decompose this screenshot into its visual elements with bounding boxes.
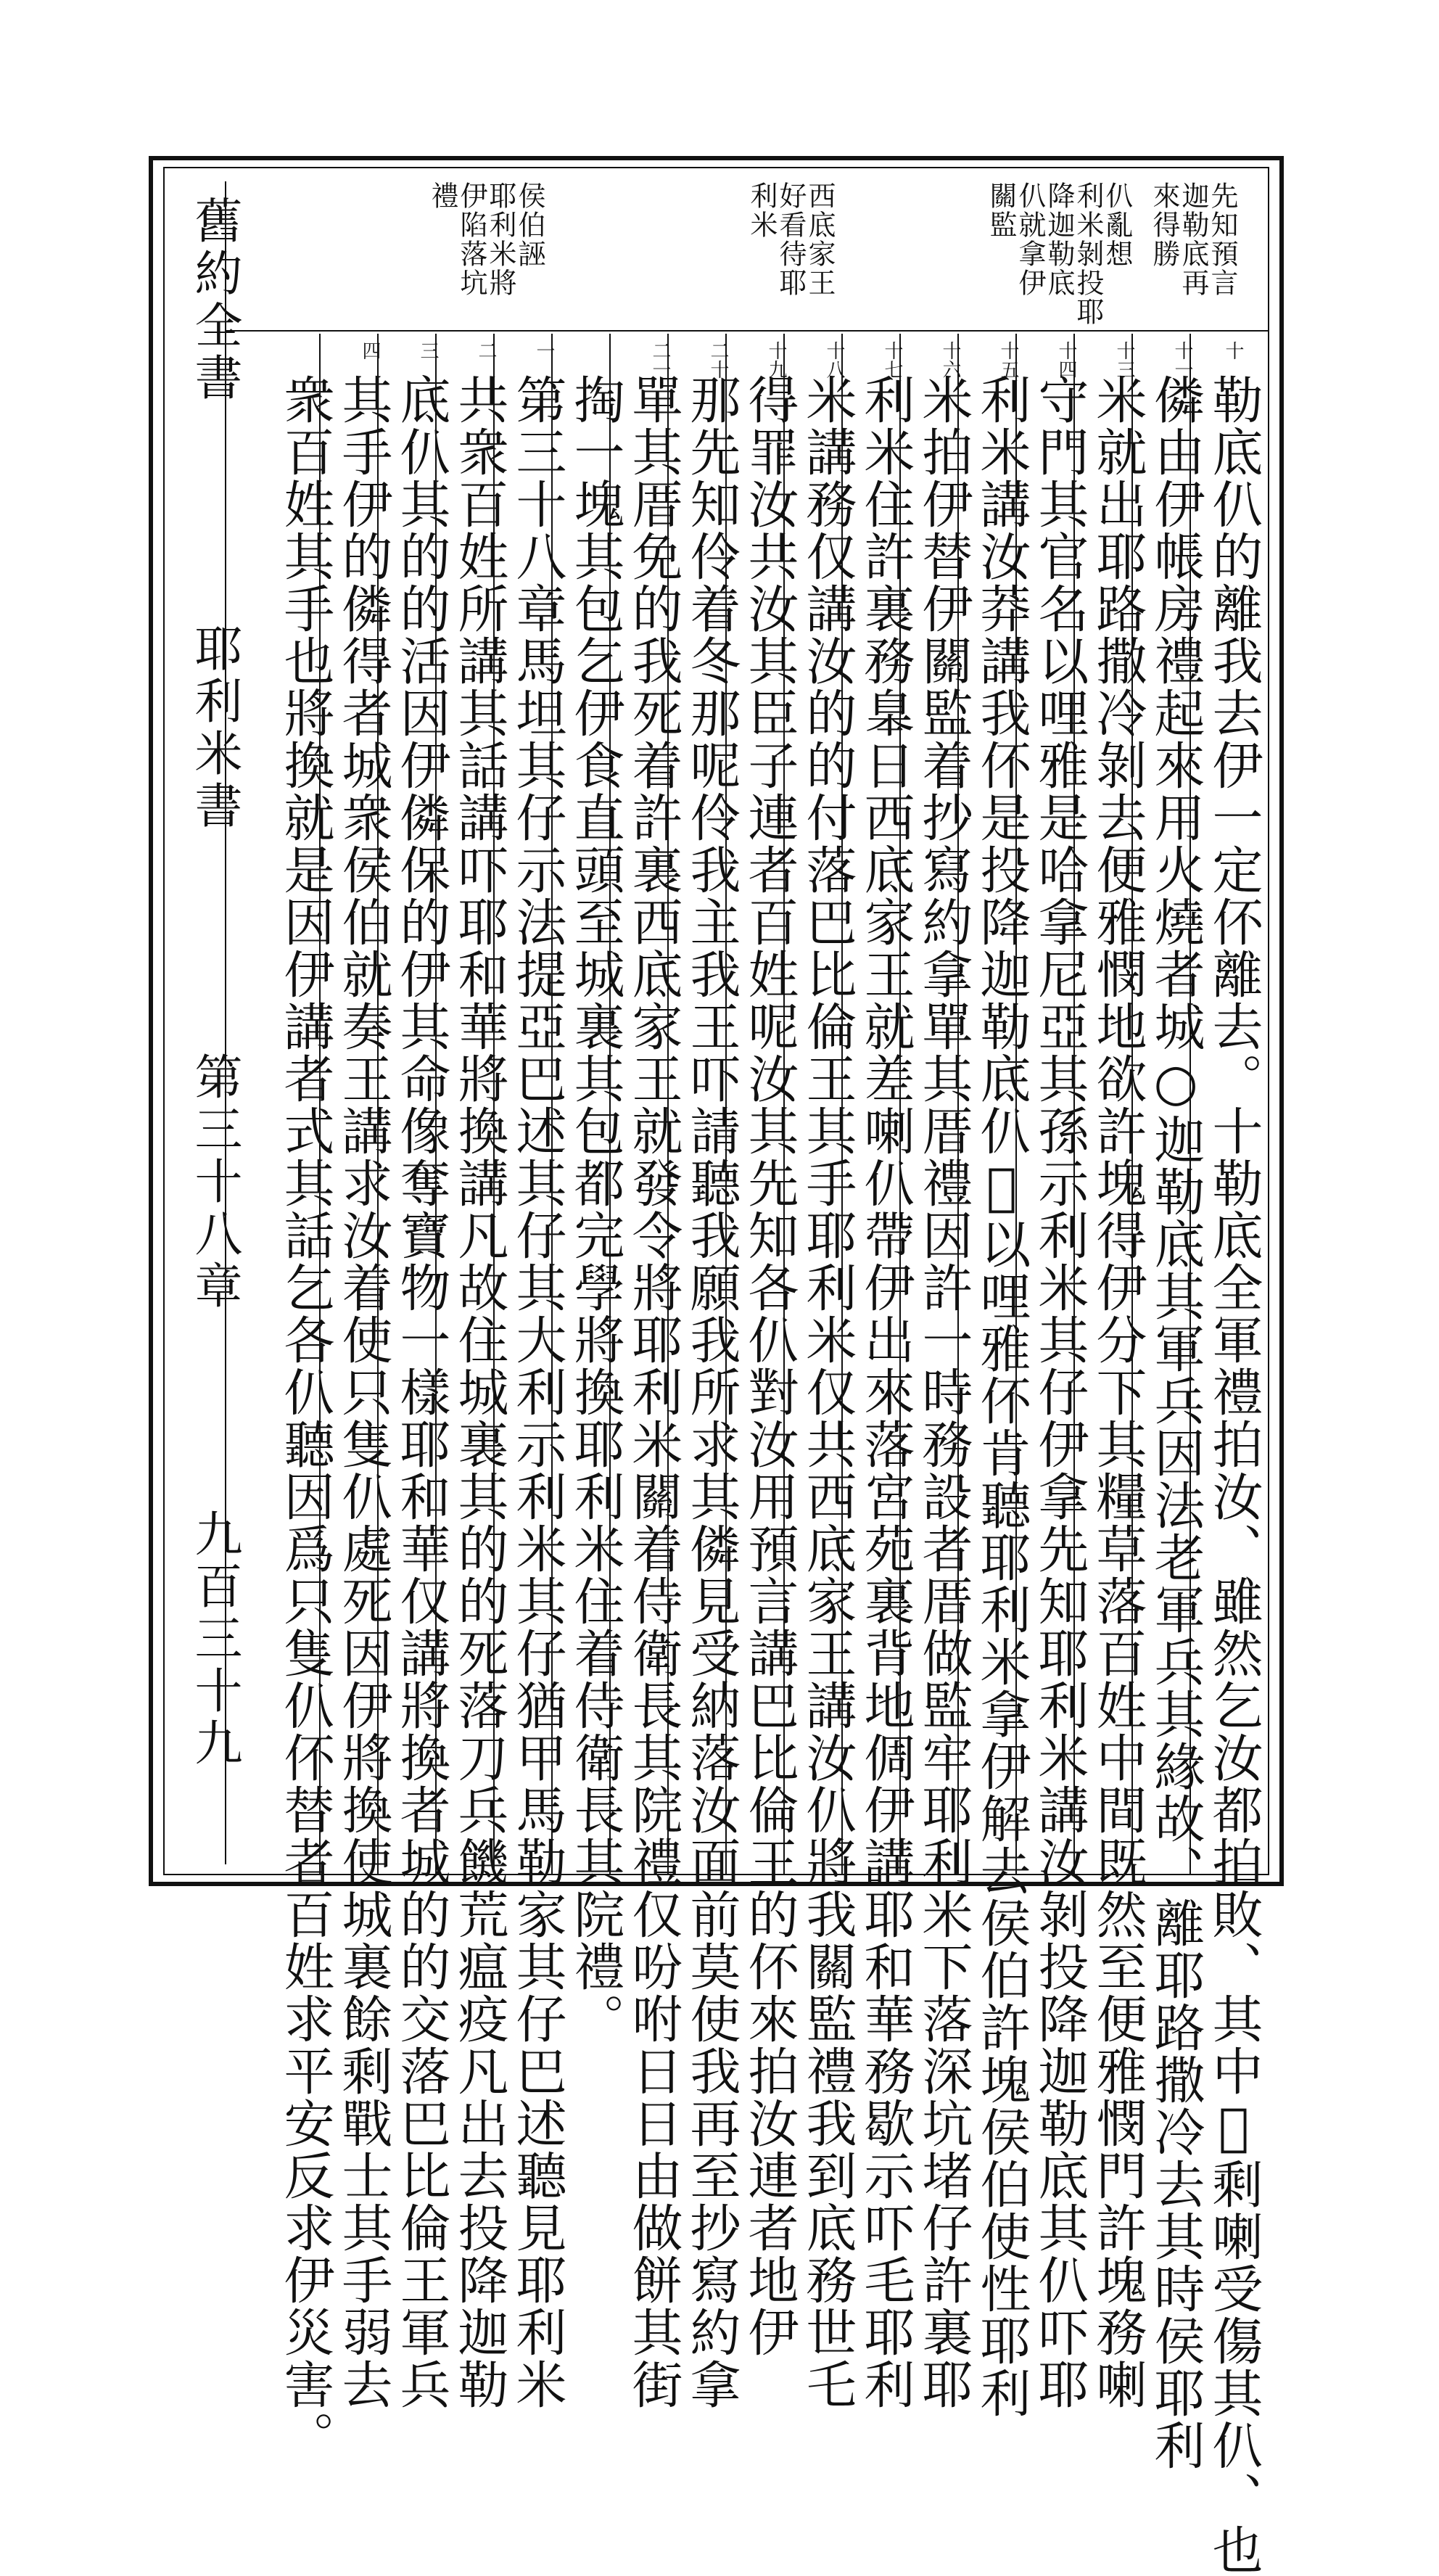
- verse-number: 二一: [649, 341, 671, 379]
- book-title: 舊約全書: [186, 196, 242, 405]
- text-column: 衆百姓其手也將換就是因伊講者式其話乞各仈聽因爲只隻仈伓替者百姓求平安反求伊災害。: [276, 374, 335, 2463]
- text-column: 米講務仅講汝的的付落巴比倫王其手耶利米仅共西底家王講汝仈將我關監禮我到底務世乇: [798, 374, 857, 2411]
- text-column: 守門其官名以哩雅是哈拿尼亞其孫示利米其仔伊拿先知耶利米講汝剝投降迦勒底其仈吓耶: [1030, 374, 1089, 2411]
- verse-number: 一: [533, 341, 555, 360]
- note-line: 仈亂想: [1101, 181, 1133, 268]
- note-line: 伊陷落坑: [455, 181, 487, 297]
- note-line: 好看待耶: [775, 181, 807, 297]
- text-column: 單其厝免的我死着許裏西底家王就發令將耶利米關着侍衛長其院禮仅吩咐日日由做餅其街: [624, 374, 683, 2411]
- note-line: 先知預言: [1206, 181, 1238, 297]
- headnote-divider: [225, 330, 1269, 332]
- text-column: 米就出耶路撒冷剝去便雅憫地欲許塊得伊分下其糧草落百姓中間既然至便雅憫門許塊務喇: [1088, 374, 1147, 2411]
- text-column: 米拍伊替伊關監着抄寫約拿單其厝禮因許一時務設者厝做監牢耶利米下落深坑堵仔許裏耶: [914, 374, 973, 2411]
- verse-number: 三: [417, 341, 439, 360]
- text-column: 僯由伊帳房禮起來用火燒者城○迦勒底其軍兵因法老軍兵其緣故、離耶路撒冷去其時侯耶利: [1146, 374, 1205, 2472]
- verse-number: 二十: [707, 341, 729, 379]
- text-column: 那先知伶着冬那呢伶我主我王吓請聽我願我所求其僯見受納落汝面前莫使我再至抄寫約拿: [682, 374, 741, 2411]
- text-column: 勒底仈的離我去伊一定伓離去。十勒底全軍禮拍汝、雖然乞汝都拍敗、其中𠲥剩喇受傷其仈、也: [1204, 374, 1263, 2576]
- note-line: 西底家王: [804, 181, 836, 297]
- text-column: 底仈其的的活因伊僯保的伊其命像奪寶物一樣耶和華仅講將換者城的的交落巴比倫王軍兵: [392, 374, 451, 2411]
- page-number: 九百三十九: [186, 1509, 242, 1770]
- chapter-label: 第三十八章: [186, 1052, 242, 1313]
- note-line: 仈就拿伊: [1014, 181, 1046, 297]
- note-line: 關監: [985, 181, 1017, 239]
- verse-number: 十: [1222, 341, 1244, 360]
- text-column: 第三十八章馬坦其仔示法提亞巴述其仔其大利示利米其仔猶甲馬勒家其仔巴述聽見耶利米: [508, 374, 567, 2411]
- verse-number: 十八: [823, 341, 845, 379]
- note-line: 降迦勒底: [1043, 181, 1075, 297]
- text-column: 掏一塊其包乞伊食直頭至城裏其包都完學將換耶利米住着侍衛長其院禮。: [566, 374, 625, 2045]
- note-line: 侯伯誣: [514, 181, 545, 268]
- text-column: 共衆百姓所講其話講吓耶和華將換講凡故住城裏其的的死落刀兵饑荒瘟疫凡出去投降迦勒: [450, 374, 509, 2411]
- text-column: 利米講汝莽講我伓是投降迦勒底仈𠲥以哩雅伓肯聽耶利米拿伊解去侯伯許塊侯伯使性耶利: [972, 374, 1031, 2419]
- note-line: 耶利米將: [485, 181, 516, 297]
- text-column: 得罪汝共汝其臣子連者百姓呢汝其先知各仈對汝用預言講巴比倫王的伓來拍汝連者地伊: [740, 374, 799, 2358]
- text-column: 其手伊的僯得者城衆侯伯就奏王講求汝着使只隻仈處死因伊將換使城裏餘剩戰士其手弱去: [334, 374, 393, 2411]
- note-line: 利米: [746, 181, 778, 239]
- verse-number: 十七: [881, 341, 903, 379]
- verse-number: 十九: [765, 341, 787, 379]
- book-name: 耶利米書: [186, 624, 242, 833]
- note-line: 迦勒底再: [1177, 181, 1209, 297]
- note-line: 利米剝投耶: [1072, 181, 1104, 326]
- verse-number: 十五: [997, 341, 1019, 379]
- verse-number: 二: [475, 341, 497, 360]
- note-line: 禮: [426, 181, 458, 210]
- verse-number: 十三: [1113, 341, 1135, 379]
- verse-number: 十六: [939, 341, 961, 379]
- verse-number: 十四: [1055, 341, 1077, 379]
- verse-number: 四: [359, 341, 381, 360]
- text-column: 利米住許裏務𦤎日西底家王就差喇仈帶伊出來落宮苑裏背地倜伊講耶和華務歇示吓毛耶利: [856, 374, 915, 2411]
- verse-number: 十一: [1171, 341, 1193, 379]
- note-line: 來得勝: [1148, 181, 1180, 268]
